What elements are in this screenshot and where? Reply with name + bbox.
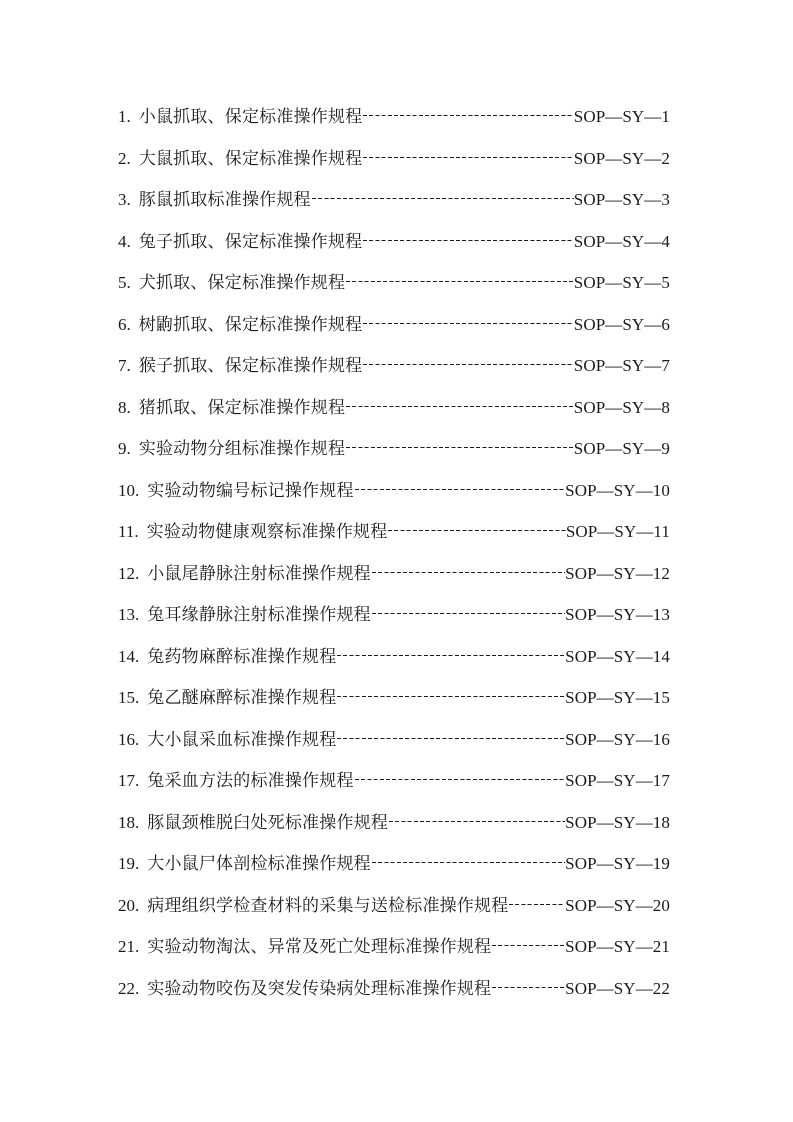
toc-entry-title: 兔药物麻醉标准操作规程 [147,646,337,667]
toc-entry [118,146,670,188]
toc-entry-code: SOP—SY—1 [573,107,670,126]
toc-entry-code: SOP—SY—12 [565,563,670,583]
toc-entry [118,270,670,312]
toc-entry-number: 3. [118,190,131,209]
table-of-contents [118,104,670,1017]
toc-entry-number: 21. [118,937,140,956]
dash-leader [388,523,565,541]
toc-entry [118,810,670,852]
toc-entry [118,353,670,395]
toc-entry-title: 兔采血方法的标准操作规程 [147,771,354,791]
toc-entry-title: 病理组织学检查材料的采集与送检标准操作规程 [147,895,509,916]
toc-entry [118,478,670,520]
toc-entry-number: 14. [118,646,140,666]
toc-entry [118,519,670,561]
dash-leader [372,855,565,873]
toc-entry-code: SOP—SY—3 [573,190,670,209]
toc-entry [118,602,670,644]
dash-leader [363,233,573,251]
toc-entry-number: 11. [118,522,139,541]
toc-entry-title: 小鼠尾静脉注射标准操作规程 [147,563,371,584]
dash-leader [337,648,565,666]
toc-entry-title: 大小鼠尸体剖检标准操作规程 [147,854,371,874]
toc-entry-code: SOP—SY—10 [565,480,670,500]
toc-entry-title: 树鼩抓取、保定标准操作规程 [138,314,363,335]
toc-entry [118,561,670,603]
dash-leader [346,440,574,458]
toc-entry-number: 2. [118,148,131,168]
dash-leader [355,772,566,790]
toc-entry-number: 5. [118,273,131,292]
toc-entry-code: SOP—SY—8 [573,397,670,417]
toc-entry-title: 大小鼠采血标准操作规程 [147,729,337,750]
toc-entry-code: SOP—SY—17 [565,771,670,790]
toc-entry-number: 8. [118,397,131,417]
dash-leader [492,938,565,956]
toc-entry-title: 豚鼠抓取标准操作规程 [138,190,311,210]
toc-entry-number: 18. [118,812,140,832]
toc-entry [118,644,670,686]
toc-entry [118,229,670,271]
toc-entry-number: 12. [118,563,140,583]
toc-entry-code: SOP—SY—13 [565,605,670,624]
toc-entry [118,727,670,769]
toc-entry-title: 实验动物编号标记操作规程 [147,480,354,501]
toc-entry [118,436,670,478]
toc-entry-title: 兔子抓取、保定标准操作规程 [138,231,363,252]
toc-entry [118,768,670,810]
toc-entry-code: SOP—SY—22 [565,978,670,998]
toc-entry-title: 实验动物健康观察标准操作规程 [146,522,388,542]
dash-leader [346,274,574,292]
toc-entry-number: 13. [118,605,140,624]
dash-leader [363,316,573,334]
toc-entry-code: SOP—SY—21 [565,937,670,956]
toc-entry-number: 17. [118,771,140,790]
dash-leader [372,606,565,624]
toc-entry-title: 实验动物淘汰、异常及死亡处理标准操作规程 [147,937,492,957]
toc-entry [118,934,670,976]
toc-entry-number: 9. [118,439,131,458]
toc-entry-title: 犬抓取、保定标准操作规程 [138,273,346,293]
toc-entry-title: 实验动物咬伤及突发传染病处理标准操作规程 [147,978,492,999]
toc-entry-code: SOP—SY—2 [573,148,670,168]
toc-entry-number: 10. [118,480,140,500]
dash-leader [363,357,573,375]
toc-entry-number: 15. [118,688,140,707]
toc-entry-code: SOP—SY—18 [565,812,670,832]
dash-leader [372,565,565,583]
toc-entry-title: 实验动物分组标准操作规程 [138,439,346,459]
dash-leader [389,814,565,832]
toc-entry-code: SOP—SY—4 [573,231,670,251]
toc-entry-title: 兔耳缘静脉注射标准操作规程 [147,605,371,625]
toc-entry [118,685,670,727]
dash-leader [346,399,574,417]
toc-entry-code: SOP—SY—20 [565,895,670,915]
toc-entry-number: 16. [118,729,140,749]
dash-leader [337,731,565,749]
toc-entry-title: 豚鼠颈椎脱臼处死标准操作规程 [147,812,389,833]
dash-leader [492,980,565,998]
toc-entry-code: SOP—SY—11 [565,522,670,541]
toc-entry-title: 大鼠抓取、保定标准操作规程 [138,148,363,169]
toc-entry-number: 22. [118,978,140,998]
toc-entry [118,312,670,354]
toc-entry-code: SOP—SY—9 [573,439,670,458]
toc-entry-number: 7. [118,356,131,375]
toc-entry-title: 兔乙醚麻醉标准操作规程 [147,688,337,708]
toc-entry [118,851,670,893]
dash-leader [355,482,566,500]
dash-leader [312,191,574,209]
toc-entry [118,976,670,1018]
toc-entry-code: SOP—SY—14 [565,646,670,666]
toc-entry-number: 1. [118,107,131,126]
toc-entry [118,395,670,437]
toc-entry-code: SOP—SY—16 [565,729,670,749]
toc-entry [118,187,670,229]
toc-entry-title: 小鼠抓取、保定标准操作规程 [138,107,363,127]
toc-entry-code: SOP—SY—15 [565,688,670,707]
toc-entry-code: SOP—SY—5 [573,273,670,292]
toc-entry-number: 4. [118,231,131,251]
dash-leader [363,150,573,168]
dash-leader [509,897,565,915]
toc-entry-number: 6. [118,314,131,334]
toc-entry-code: SOP—SY—19 [565,854,670,873]
toc-entry [118,104,670,146]
toc-entry-code: SOP—SY—6 [573,314,670,334]
dash-leader [337,689,565,707]
dash-leader [363,108,573,126]
toc-entry-title: 猪抓取、保定标准操作规程 [138,397,346,418]
toc-entry-number: 19. [118,854,140,873]
toc-entry-number: 20. [118,895,140,915]
toc-entry [118,893,670,935]
toc-entry-code: SOP—SY—7 [573,356,670,375]
toc-entry-title: 猴子抓取、保定标准操作规程 [138,356,363,376]
